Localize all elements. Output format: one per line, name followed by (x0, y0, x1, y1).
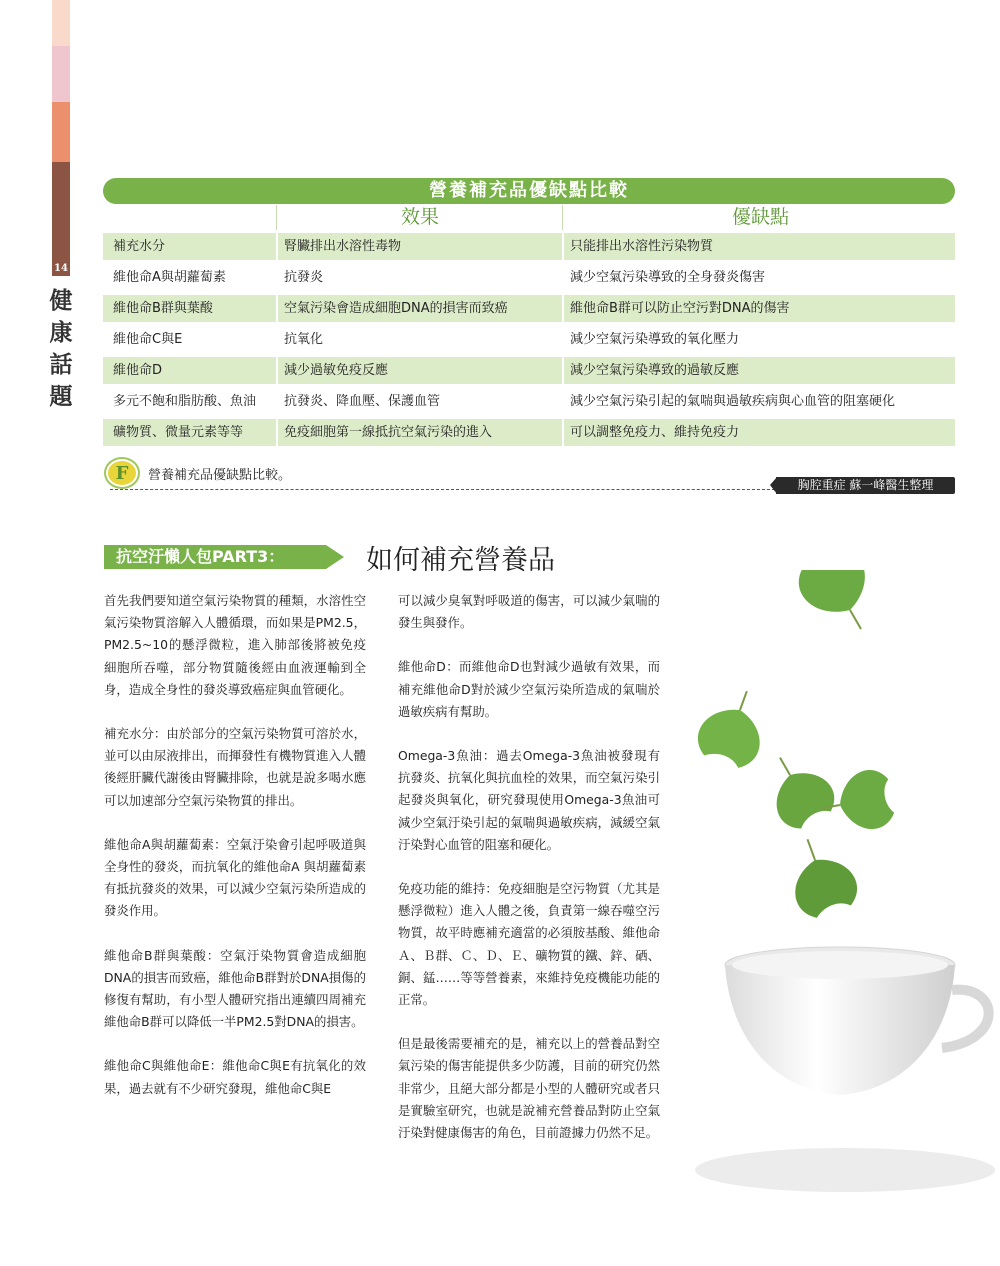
article-paragraph: 維他命C與維他命E：維他命C與E有抗氧化的效果，過去就有不少研究發現，維他命C與E (104, 1058, 366, 1096)
ginkgo-leaf-icon (791, 570, 891, 646)
row-pros-cons-cell: 只能排出水溶性污染物質 (570, 239, 714, 254)
table-row (103, 326, 955, 353)
cell-divider (562, 388, 564, 415)
row-effect-cell: 抗氧化 (284, 332, 324, 347)
ginkgo-teacup-illustration (680, 570, 1000, 1210)
row-item-cell: 維他命D (113, 363, 163, 378)
part-label-arrow (326, 545, 344, 569)
row-effect-cell: 抗發炎、降血壓、保護血管 (284, 394, 441, 409)
article-paragraph: 但是最後需要補充的是，補充以上的營養品對空氣污染的傷害能提供多少防護，目前的研究仍然非常少，且絕大部分都是小型的人體研究或者只是實驗室研究，也就是說補充營養品對防止空氣汙染對健康傷害的角色，目前證據力仍然不足。 (398, 1036, 660, 1141)
cell-divider (562, 419, 564, 446)
row-pros-cons-cell: 減少空氣污染引起的氣喘與過敏疾病與心血管的阻塞硬化 (570, 394, 896, 409)
color-strip-4 (52, 162, 70, 262)
row-item-cell: 維他命B群與葉酸 (113, 301, 213, 316)
article-paragraph: 維他命A與胡蘿蔔素：空氣汙染會引起呼吸道與全身性的發炎，而抗氧化的維他命A 與胡蘿蔔素有抵抗發炎的效果，可以減少空氣污染所造成的發炎作用。 (104, 836, 366, 919)
article-title: 如何補充營養品 (366, 545, 555, 576)
section-title-char: 健 (49, 287, 73, 314)
row-effect-cell: 減少過敏免疫反應 (284, 363, 389, 378)
table-row (103, 388, 955, 415)
table-row (103, 264, 955, 291)
cell-divider (562, 233, 564, 260)
header-divider (562, 205, 563, 230)
ginkgo-leaf-icon (754, 743, 841, 835)
cell-divider (276, 357, 278, 384)
section-title-vertical (49, 285, 73, 413)
table-row (103, 419, 955, 446)
ginkgo-leaf-icon (692, 681, 776, 773)
color-strip-3 (52, 102, 70, 162)
table-row (103, 233, 955, 260)
row-pros-cons-cell: 減少空氣污染導致的過敏反應 (570, 363, 740, 378)
article-paragraph: Omega-3魚油：過去Omega-3魚油被發現有抗發炎、抗氧化與抗血栓的效果，而空氣污染引起發炎與氧化，研究發現使用Omega-3魚油可減少空氣汙染引起的氣喘與過敏疾病，減緩空氣汙染對心血管的阻塞和硬化。 (398, 748, 660, 852)
row-effect-cell: 抗發炎 (284, 270, 324, 285)
color-strip-1 (52, 0, 70, 46)
ginkgo-leaf-icon (778, 829, 863, 923)
row-item-cell: 礦物質、微量元素等等 (113, 425, 244, 440)
cell-divider (276, 419, 278, 446)
row-item-cell: 維他命A與胡蘿蔔素 (113, 270, 226, 285)
header-divider (276, 205, 277, 230)
article-paragraph: 首先我們要知道空氣污染物質的種類，水溶性空氣污染物質溶解入人體循環，而如果是PM2.5，PM2.5~10的懸浮微粒，進入肺部後將被免疫細胞所吞噬，部分物質隨後經由血液運輸到全身，造成全身性的發炎導致癌症與血管硬化。 (104, 593, 366, 697)
column-header-pros-cons: 優缺點 (731, 206, 789, 228)
article-column-left (104, 590, 366, 1122)
row-effect-cell: 腎臟排出水溶性毒物 (284, 239, 402, 254)
cell-divider (562, 295, 564, 322)
section-title-char: 話 (49, 351, 73, 378)
teacup-icon (695, 947, 995, 1192)
row-pros-cons-cell: 減少空氣污染導致的氧化壓力 (570, 332, 740, 347)
cell-divider (276, 264, 278, 291)
row-effect-cell: 免疫細胞第一線抵抗空氣污染的進入 (284, 425, 493, 440)
cell-divider (276, 388, 278, 415)
cell-divider (276, 233, 278, 260)
part-label: 抗空汙懶人包PART3： (104, 545, 326, 569)
credit-tag: 胸腔重症 蘇一峰醫生整理 (776, 477, 955, 494)
article-paragraph: 維他命D：而維他命D也對減少過敏有效果，而補充維他命D對於減少空氣污染所造成的氣喘於過敏疾病有幫助。 (398, 659, 660, 719)
table-row (103, 295, 955, 322)
article-paragraph: 補充水分：由於部分的空氣污染物質可溶於水，並可以由尿液排出，而揮發性有機物質進入人體後經肝臟代謝後由腎臟排除，也就是說多喝水應可以加速部分空氣污染物質的排出。 (104, 726, 366, 808)
row-item-cell: 維他命C與E (113, 332, 183, 347)
article-paragraph: 維他命B群與葉酸：空氣汙染物質會造成細胞DNA的損害而致癌，維他命B群對於DNA損傷的修復有幫助，有小型人體研究指出連續四周補充維他命B群可以降低一半PM2.5對DNA的損害。 (104, 947, 366, 1030)
cell-divider (562, 357, 564, 384)
column-header-effect: 效果 (400, 206, 439, 228)
row-item-cell: 補充水分 (113, 239, 166, 254)
cell-divider (276, 326, 278, 353)
article-column-right (398, 590, 660, 1166)
row-pros-cons-cell: 維他命B群可以防止空污對DNA的傷害 (570, 301, 790, 316)
section-title-char: 題 (49, 383, 73, 410)
page-number: 14 (52, 262, 70, 276)
row-item-cell: 多元不飽和脂肪酸、魚油 (113, 394, 257, 409)
table-row (103, 357, 955, 384)
dashed-divider (110, 489, 780, 490)
row-pros-cons-cell: 可以調整免疫力、維持免疫力 (570, 425, 740, 440)
article-paragraph: 免疫功能的維持：免疫細胞是空污物質（尤其是懸浮微粒）進入人體之後，負責第一線吞噬空污物質，故平時應補充適當的必須胺基酸、維他命Ａ、Ｂ群、Ｃ、Ｄ、Ｅ、礦物質的鐵、鋅、硒、銅、錳……等等營養素，來維持免疫機能功能的正常。 (398, 881, 660, 1008)
cell-divider (276, 295, 278, 322)
color-strip-2 (52, 46, 70, 102)
row-effect-cell: 空氣污染會造成細胞DNA的損害而致癌 (284, 301, 508, 316)
row-pros-cons-cell: 減少空氣污染導致的全身發炎傷害 (570, 270, 766, 285)
section-title-char: 康 (49, 319, 73, 346)
table-title: 營養補充品優缺點比較 (103, 178, 955, 204)
figure-badge: F (106, 459, 138, 487)
article-paragraph: 可以減少臭氧對呼吸道的傷害，可以減少氣喘的發生與發作。 (398, 593, 660, 631)
cell-divider (562, 326, 564, 353)
cell-divider (562, 264, 564, 291)
table-caption: 營養補充品優缺點比較。 (148, 468, 292, 483)
